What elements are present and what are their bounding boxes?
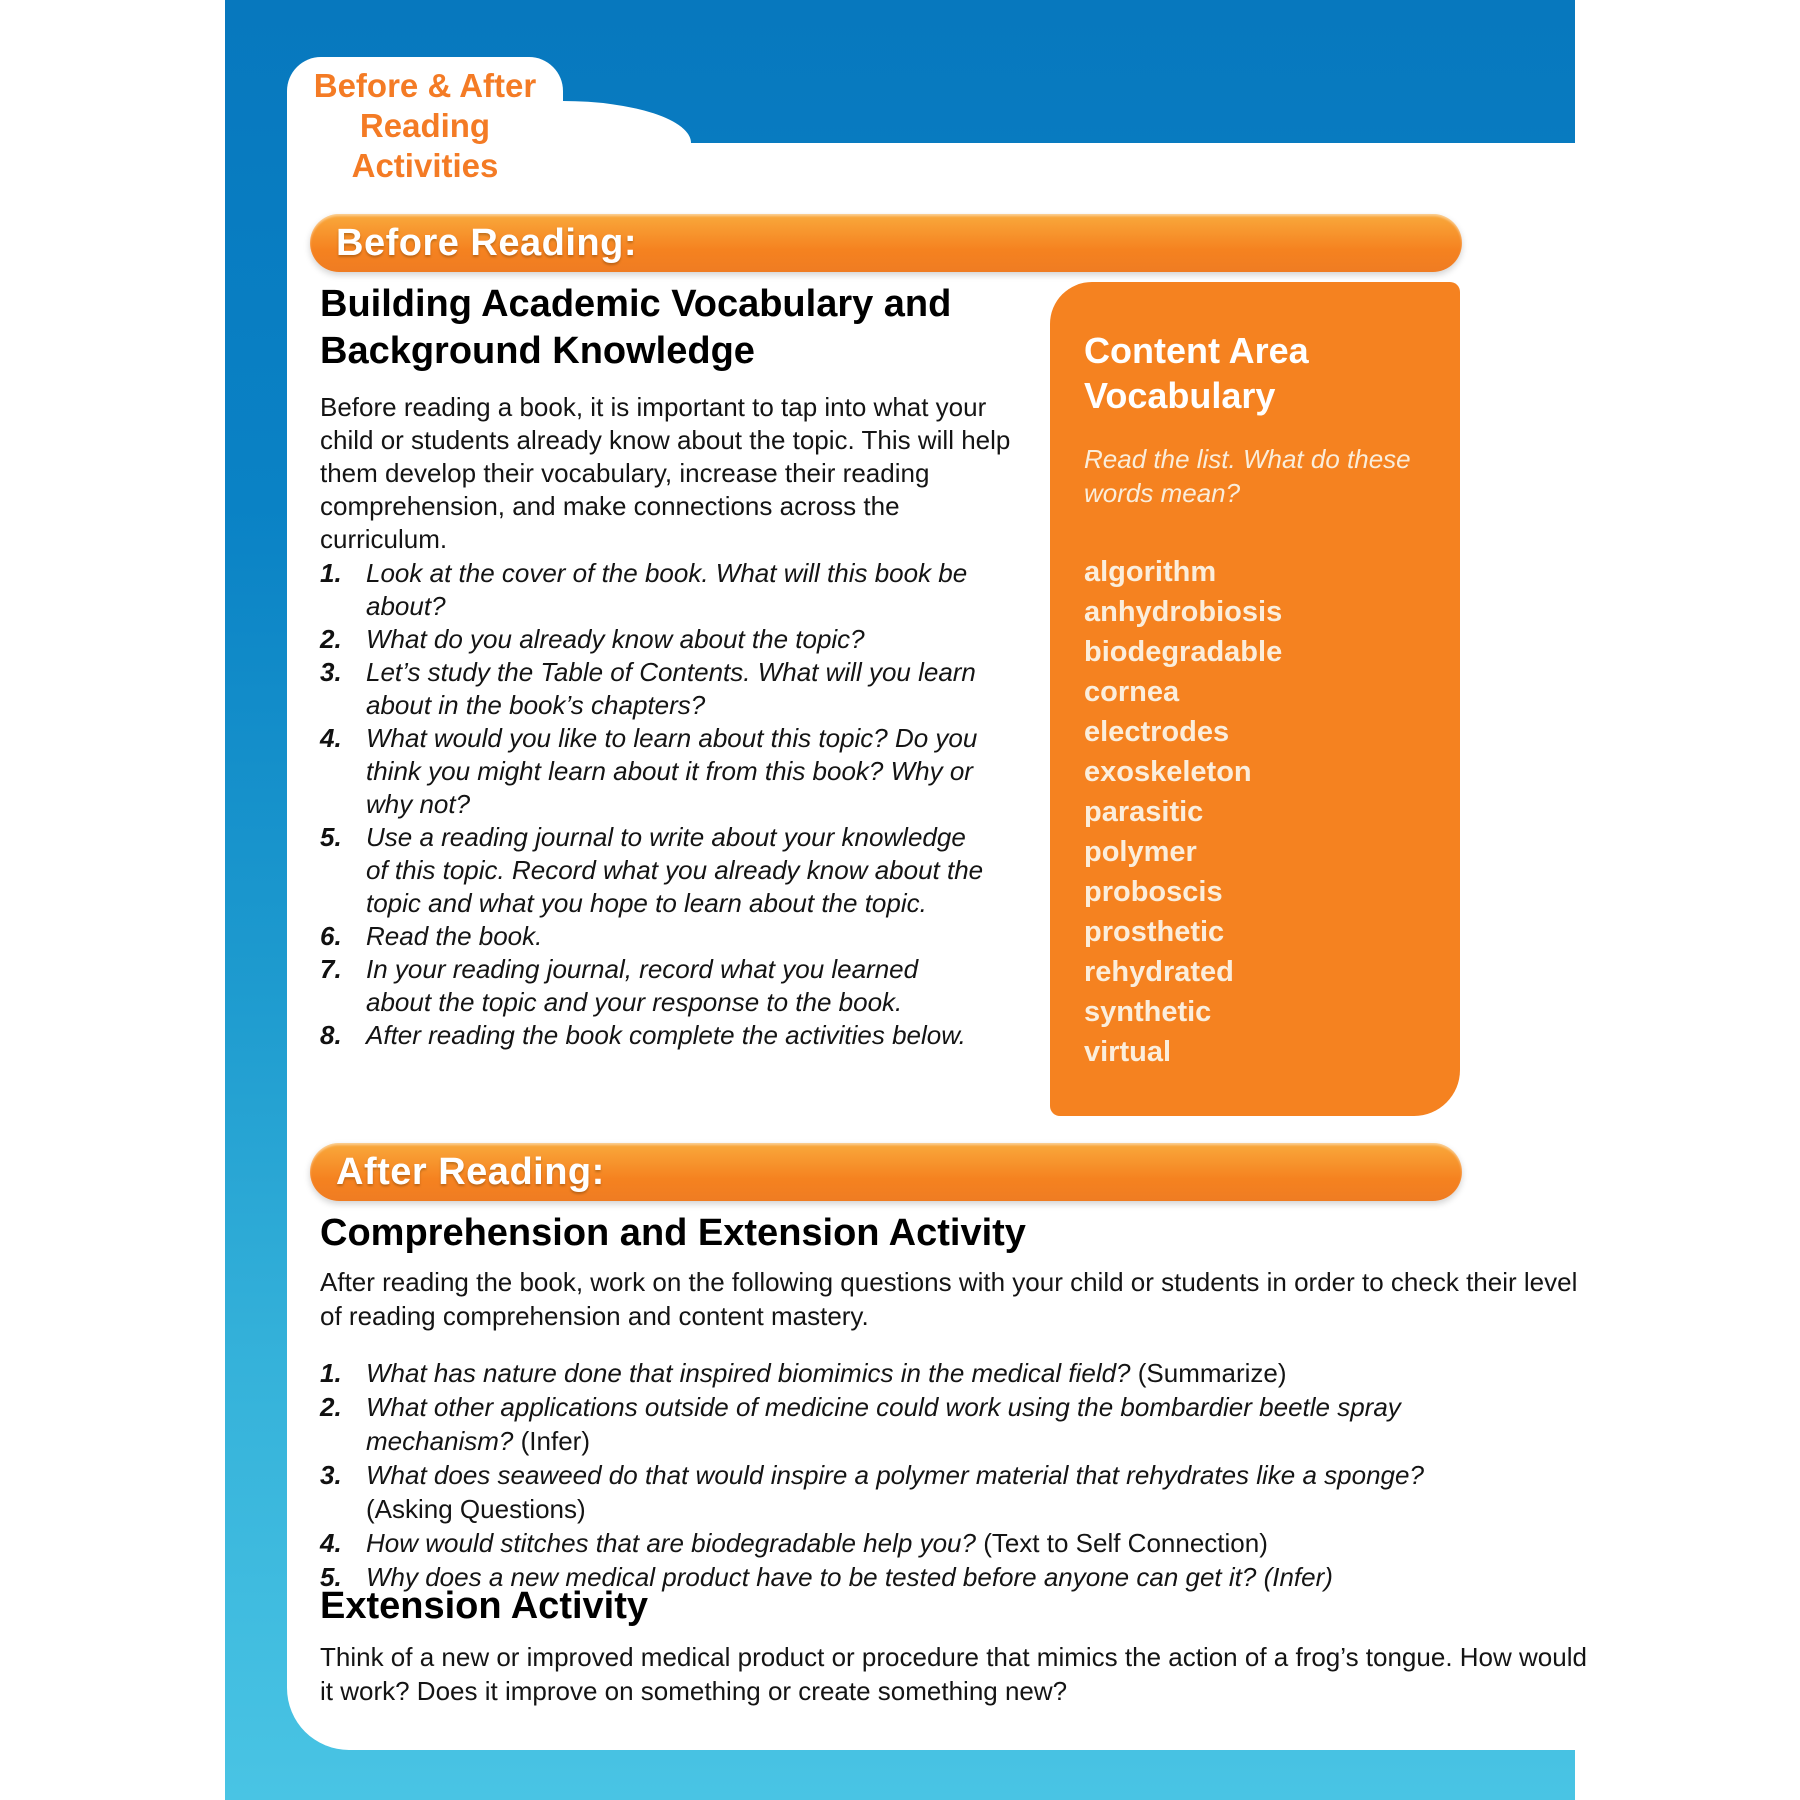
- list-item: [320, 1019, 988, 1052]
- before-reading-banner-label: Before Reading:: [336, 221, 637, 264]
- question-body: What has nature done that inspired biomimics in the medical field?: [366, 1358, 1131, 1388]
- step-number: 5.: [320, 822, 342, 852]
- page-title-line1: Before & After: [313, 67, 537, 104]
- question-number: 2.: [320, 1392, 342, 1422]
- question-number: 1.: [320, 1358, 342, 1388]
- list-item: [320, 953, 988, 1019]
- list-item: [320, 557, 988, 623]
- vocab-heading-line1: Content Area: [1084, 330, 1309, 371]
- question-number: 3.: [320, 1460, 342, 1490]
- question-strategy-tag: (Infer): [520, 1426, 590, 1456]
- list-item: [320, 821, 988, 920]
- question-number: 5.: [320, 1562, 342, 1592]
- vocab-word: cornea: [1084, 676, 1180, 708]
- question-body: What other applications outside of medicine could work using the bombardier beetle spray mechanism?: [366, 1392, 1401, 1456]
- question-text: [366, 1458, 1470, 1526]
- list-item: [320, 722, 988, 821]
- before-reading-banner: [310, 214, 1462, 272]
- content-area-vocabulary-box: [1050, 282, 1460, 1116]
- list-item: [320, 1458, 1470, 1526]
- list-item: [320, 920, 988, 953]
- vocab-word: exoskeleton: [1084, 756, 1252, 788]
- vocab-word: biodegradable: [1084, 636, 1283, 668]
- vocab-word: proboscis: [1084, 876, 1223, 908]
- question-body: How would stitches that are biodegradable help you?: [366, 1528, 976, 1558]
- after-reading-banner: [310, 1143, 1462, 1201]
- step-number: 8.: [320, 1020, 342, 1050]
- vocab-word-list: [1084, 552, 1432, 1072]
- vocab-word: prosthetic: [1084, 916, 1225, 948]
- step-number: 3.: [320, 657, 342, 687]
- list-item: [320, 623, 988, 656]
- question-strategy-tag: (Summarize): [1137, 1358, 1287, 1388]
- before-steps-list: [320, 557, 988, 1052]
- vocab-word: electrodes: [1084, 716, 1230, 748]
- after-questions-list: [320, 1356, 1470, 1594]
- question-text: [366, 1356, 1470, 1390]
- step-text: Look at the cover of the book. What will this book be about?: [366, 558, 968, 621]
- vocab-word: anhydrobiosis: [1084, 596, 1283, 628]
- vocab-word: parasitic: [1084, 796, 1204, 828]
- vocab-heading: [1084, 328, 1432, 418]
- blue-gradient-background: [225, 0, 1587, 1800]
- question-strategy-tag: (Asking Questions): [366, 1494, 586, 1524]
- step-number: 4.: [320, 723, 342, 753]
- list-item: [320, 1526, 1470, 1560]
- vocab-word: synthetic: [1084, 996, 1212, 1028]
- after-section-heading: Comprehension and Extension Activity: [320, 1212, 1026, 1254]
- question-body: What does seaweed do that would inspire a polymer material that rehydrates like a sponge?: [366, 1460, 1424, 1490]
- before-section-heading: Building Academic Vocabulary and Background Knowledge: [320, 283, 952, 372]
- step-number: 2.: [320, 624, 342, 654]
- question-number: 4.: [320, 1528, 342, 1558]
- extension-activity-paragraph: Think of a new or improved medical product or procedure that mimics the action of a frog’s tongue. How would it work? Does it improve on something or create something new?: [320, 1642, 1587, 1706]
- before-intro-paragraph: Before reading a book, it is important to tap into what your child or students already know about the topic. This will help them develop their vocabulary, increase their reading comprehension, and make connections across the curriculum.: [320, 392, 1011, 554]
- question-strategy-tag: (Text to Self Connection): [983, 1528, 1268, 1558]
- question-text: [366, 1390, 1470, 1458]
- vocab-word: algorithm: [1084, 556, 1217, 588]
- extension-activity-heading: Extension Activity: [320, 1585, 649, 1627]
- vocab-word: polymer: [1084, 836, 1197, 868]
- step-number: 6.: [320, 921, 342, 951]
- after-intro-paragraph: After reading the book, work on the following questions with your child or students in order to check their level of reading comprehension and content mastery.: [320, 1267, 1578, 1331]
- tab-curve-decoration: [563, 101, 691, 143]
- step-text: Read the book.: [366, 921, 543, 951]
- page-title-line2: Reading Activities: [351, 107, 499, 184]
- step-text: What do you already know about the topic?: [366, 624, 865, 654]
- step-text: Let’s study the Table of Contents. What will you learn about in the book’s chapters?: [366, 657, 976, 720]
- step-text: What would you like to learn about this topic? Do you think you might learn about it from this book? Why or why not?: [366, 723, 978, 819]
- vocab-heading-line2: Vocabulary: [1084, 375, 1276, 416]
- vocab-word: rehydrated: [1084, 956, 1234, 988]
- step-number: 1.: [320, 558, 342, 588]
- list-item: [320, 1356, 1470, 1390]
- vocab-subtitle: Read the list. What do these words mean?: [1084, 444, 1411, 508]
- list-item: [320, 1390, 1470, 1458]
- question-body: Why does a new medical product have to be tested before anyone can get it?: [366, 1562, 1257, 1592]
- after-reading-banner-label: After Reading:: [336, 1150, 605, 1193]
- step-text: In your reading journal, record what you learned about the topic and your response to the book.: [366, 954, 919, 1017]
- list-item: [320, 656, 988, 722]
- step-number: 7.: [320, 954, 342, 984]
- vocab-word: virtual: [1084, 1036, 1172, 1068]
- page-title-tab: [287, 57, 563, 184]
- question-text: [366, 1526, 1470, 1560]
- step-text: After reading the book complete the activities below.: [366, 1020, 966, 1050]
- question-strategy-tag: (Infer): [1263, 1562, 1333, 1592]
- step-text: Use a reading journal to write about your knowledge of this topic. Record what you already know about the topic and what you hope to learn about the topic.: [366, 822, 984, 918]
